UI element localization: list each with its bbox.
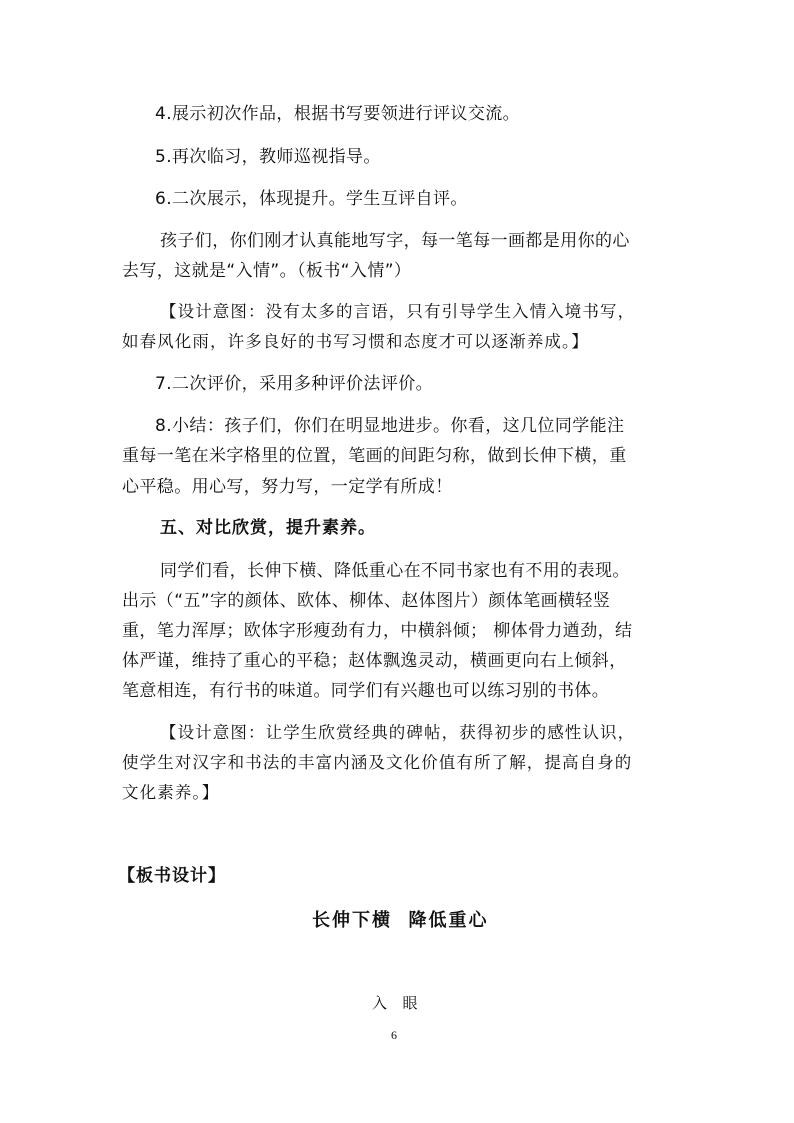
step-4: 4.展示初次作品，根据书写要领进行评议交流。 [155, 104, 521, 124]
step-5: 5.再次临习，教师巡视指导。 [155, 147, 381, 167]
design-intent-1-line-1: 【设计意图：没有太多的言语，只有引导学生入情入境书写， [160, 302, 636, 321]
step-8-line-3: 心平稳。用心写，努力写，一定学有所成！ [122, 477, 453, 497]
step-7: 7.二次评价，采用多种评价法评价。 [155, 374, 434, 394]
step-6: 6.二次展示，体现提升。学生互评自评。 [155, 189, 468, 209]
section-5-line-3: 重，笔力浑厚；欧体字形瘦劲有力，中横斜倾； 柳体骨力遒劲，结 [122, 621, 633, 641]
design-intent-2-line-1: 【设计意图：让学生欣赏经典的碑帖，获得初步的感性认识， [160, 723, 636, 742]
board-design-heading: 【板书设计】 [118, 866, 226, 886]
section-5-line-4: 体严谨，维持了重心的平稳；赵体飘逸灵动，横画更向右上倾斜， [122, 651, 627, 671]
section-5-line-1: 同学们看，长伸下横、降低重心在不同书家也有不用的表现。 [160, 561, 630, 581]
section-5-line-5: 笔意相连，有行书的味道。同学们有兴趣也可以练习别的书体。 [122, 681, 610, 701]
design-intent-2-line-2: 使学生对汉字和书法的丰富内涵及文化价值有所了解，提高自身的 [122, 753, 633, 772]
step-8-line-1: 8.小结：孩子们，你们在明显地进步。你看，这几位同学能注 [155, 416, 625, 436]
children-paragraph-line-1: 孩子们，你们刚才认真能地写字，每一笔每一画都是用你的心 [160, 231, 630, 251]
step-8-line-2: 重每一笔在米字格里的位置，笔画的间距匀称，做到长伸下横，重 [122, 446, 627, 466]
section-5-line-2: 出示（“五”字的颜体、欧体、柳体、赵体图片）颜体笔画横轻竖 [122, 591, 611, 611]
board-subtitle: 入 眼 [372, 994, 420, 1012]
section-5-heading: 五、对比欣赏，提升素养。 [160, 518, 376, 538]
board-title: 长伸下横 降低重心 [312, 910, 489, 931]
design-intent-1-line-2: 如春风化雨，许多良好的书写习惯和态度才可以逐渐养成。】 [122, 332, 589, 351]
page-number: 6 [391, 1028, 397, 1042]
children-paragraph-line-2: 去写，这就是“入情”。（板书“入情”） [122, 261, 412, 281]
design-intent-2-line-3: 文化素养。】 [122, 783, 220, 802]
